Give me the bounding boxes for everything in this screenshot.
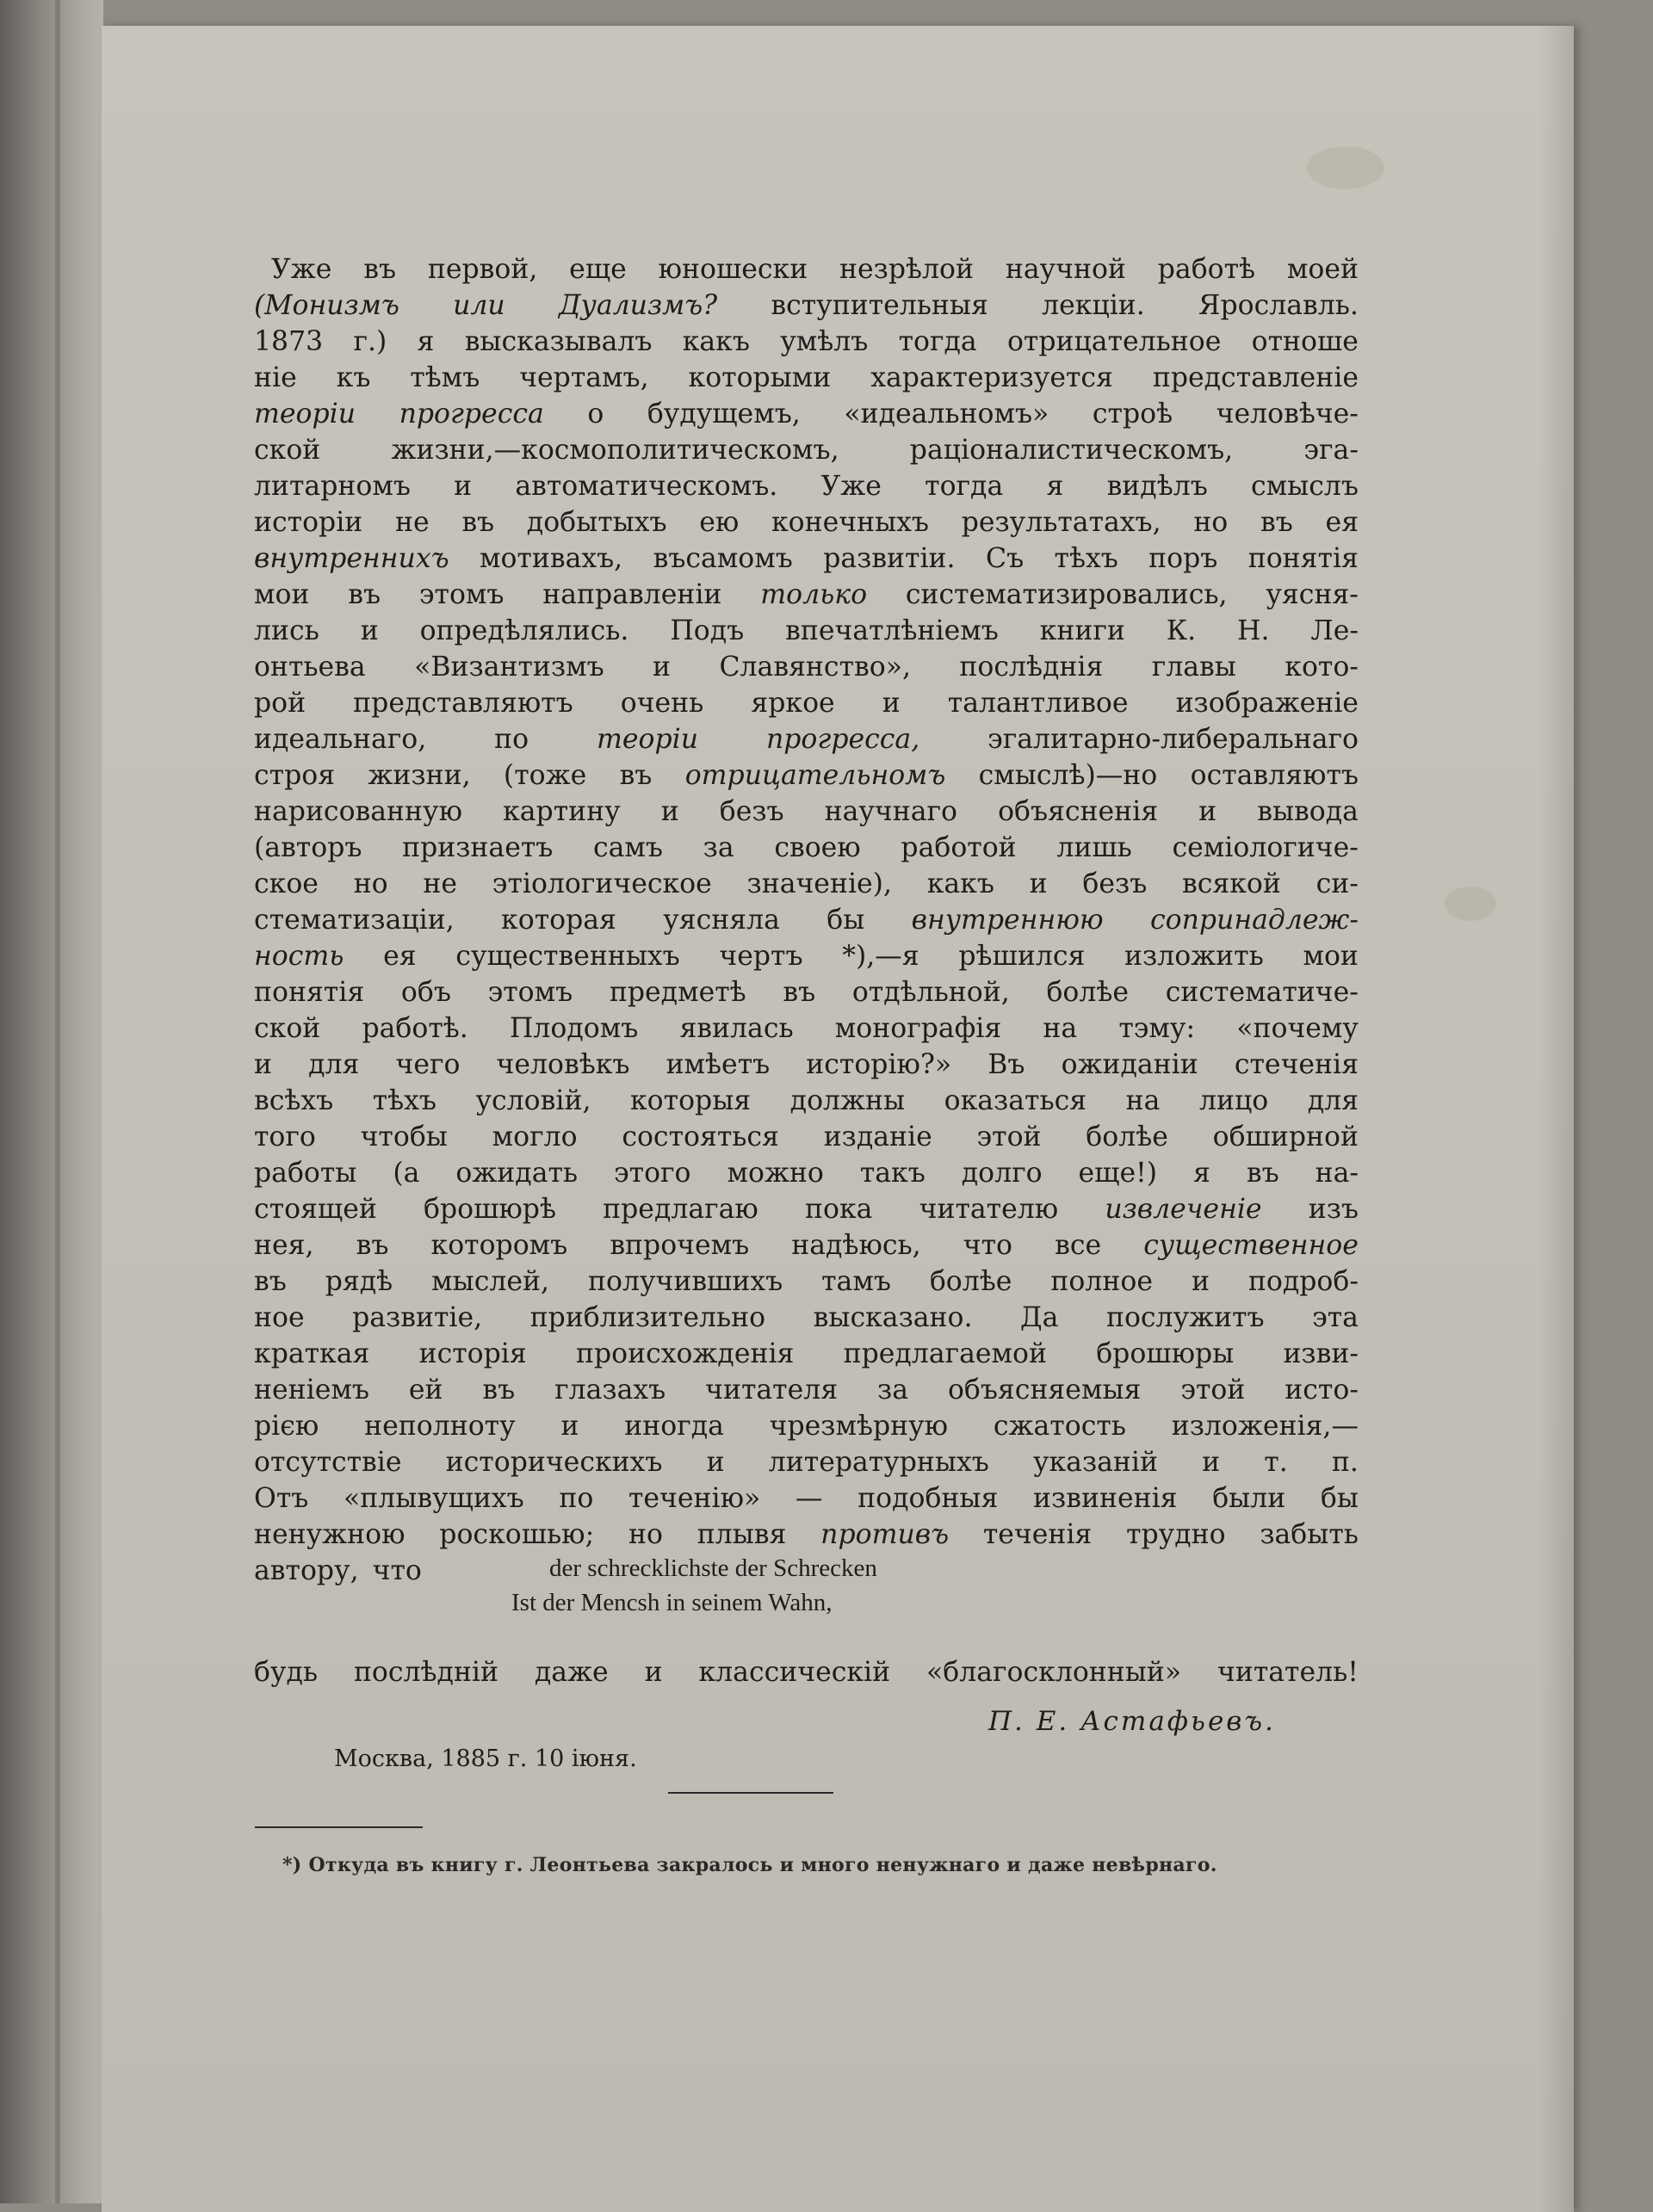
verse-line-2: Ist der Mencsh in seinem Wahn, [511,1589,833,1616]
text-line: мои въ этомъ направленіи только систематизировались, уясня- [254,579,1359,610]
place-and-date: Москва, 1885 г. 10 іюня. [334,1746,637,1772]
text-line: строя жизни, (тоже въ отрицательномъ смыслѣ)—но оставляютъ [254,760,1359,791]
text-line: понятія объ этомъ предметѣ въ отдѣльной, болѣе систематиче- [254,977,1359,1008]
previous-page-gutter [0,0,103,2203]
text-line: идеальнаго, по теоріи прогресса, эгалитарно-либеральнаго [254,724,1359,755]
text-line: краткая исторія происхожденія предлагаемой брошюры изви- [254,1338,1359,1369]
text-line: отсутствіе историческихъ и литературныхъ указаній и т. п. [254,1447,1359,1478]
text-line: стоящей брошюрѣ предлагаю пока читателю извлеченіе изъ [254,1194,1359,1225]
text-line: всѣхъ тѣхъ условій, которыя должны оказаться на лицо для [254,1085,1359,1116]
text-line: работы (а ожидать этого можно такъ долго еще!) я въ на- [254,1158,1359,1189]
author-signature: П. Е. Астафьевъ. [988,1706,1276,1737]
paper-stain [1307,146,1384,189]
text-line: въ рядѣ мыслей, получившихъ тамъ болѣе полное и подроб- [254,1266,1359,1297]
text-line: (авторъ признаетъ самъ за своею работой лишь семіологиче- [254,832,1359,863]
text-line: ской работѣ. Плодомъ явилась монографія на тэму: «почему [254,1013,1359,1044]
text-line: автору, что [254,1555,422,1586]
text-line: теоріи прогресса о будущемъ, «идеальномъ» строѣ человѣче- [254,399,1359,429]
text-line: ность ея существенныхъ чертъ *),—я рѣшился изложить мои [254,941,1359,972]
footnote-rule [255,1826,423,1828]
text-line: рой представляютъ очень яркое и талантливое изображеніе [254,688,1359,719]
text-line: ное развитіе, приблизительно высказано. Да послужитъ эта [254,1302,1359,1333]
text-line: неніемъ ей въ глазахъ читателя за объясняемыя этой исто- [254,1375,1359,1406]
text-line: лись и опредѣлялись. Подъ впечатлѣніемъ книги К. Н. Ле- [254,615,1359,646]
footnote: *) Откуда въ книгу г. Леонтьева закралось и много ненужнаго и даже невѣрнаго. [282,1854,1217,1876]
text-line: ніе къ тѣмъ чертамъ, которыми характеризуется представленіе [254,362,1359,393]
text-line: Уже въ первой, еще юношески незрѣлой научной работѣ моей [271,254,1359,285]
text-line: внутреннихъ мотивахъ, въсамомъ развитіи. Съ тѣхъ поръ понятія [254,543,1359,574]
text-line: литарномъ и автоматическомъ. Уже тогда я видѣлъ смыслъ [254,471,1359,502]
text-line: того чтобы могло состояться изданіе этой болѣе обширной [254,1121,1359,1152]
text-line: нарисованную картину и безъ научнаго объясненія и вывода [254,796,1359,827]
text-line: исторіи не въ добытыхъ ею конечныхъ результатахъ, но въ ея [254,507,1359,538]
previous-page-edge [55,0,60,2203]
text-line: стематизаціи, которая уясняла бы внутреннюю сопринадлеж- [254,905,1359,936]
text-line: ненужною роскошью; но плывя противъ теченія трудно забыть [254,1519,1359,1550]
text-line: ское но не этіологическое значеніе), какъ и безъ всякой си- [254,868,1359,899]
text-line: (Монизмъ или Дуализмъ? вступительныя лекціи. Ярославль. [254,290,1359,321]
text-line: рією неполноту и иногда чрезмѣрную сжатость изложенія,— [254,1411,1359,1442]
page-shadow [1539,26,1574,2212]
center-separator-rule [668,1792,833,1794]
closing-line: будь послѣдній даже и классическій «благосклонный» читатель! [254,1657,1359,1688]
text-line: нея, въ которомъ впрочемъ надѣюсь, что все существенное [254,1230,1359,1261]
paper-stain [1445,887,1496,921]
text-line: 1873 г.) я высказывалъ какъ умѣлъ тогда отрицательное отноше [254,326,1359,357]
text-line: ской жизни,—космополитическомъ, раціоналистическомъ, эга- [254,435,1359,466]
text-line: Отъ «плывущихъ по теченію» — подобныя извиненія были бы [254,1483,1359,1514]
text-line: и для чего человѣкъ имѣетъ исторію?» Въ ожиданіи стеченія [254,1049,1359,1080]
preface-text [254,251,1359,1589]
verse-line-1: der schrecklichste der Schrecken [549,1554,877,1582]
text-line: онтьева «Византизмъ и Славянство», послѣднія главы кото- [254,652,1359,683]
book-page [102,26,1574,2212]
